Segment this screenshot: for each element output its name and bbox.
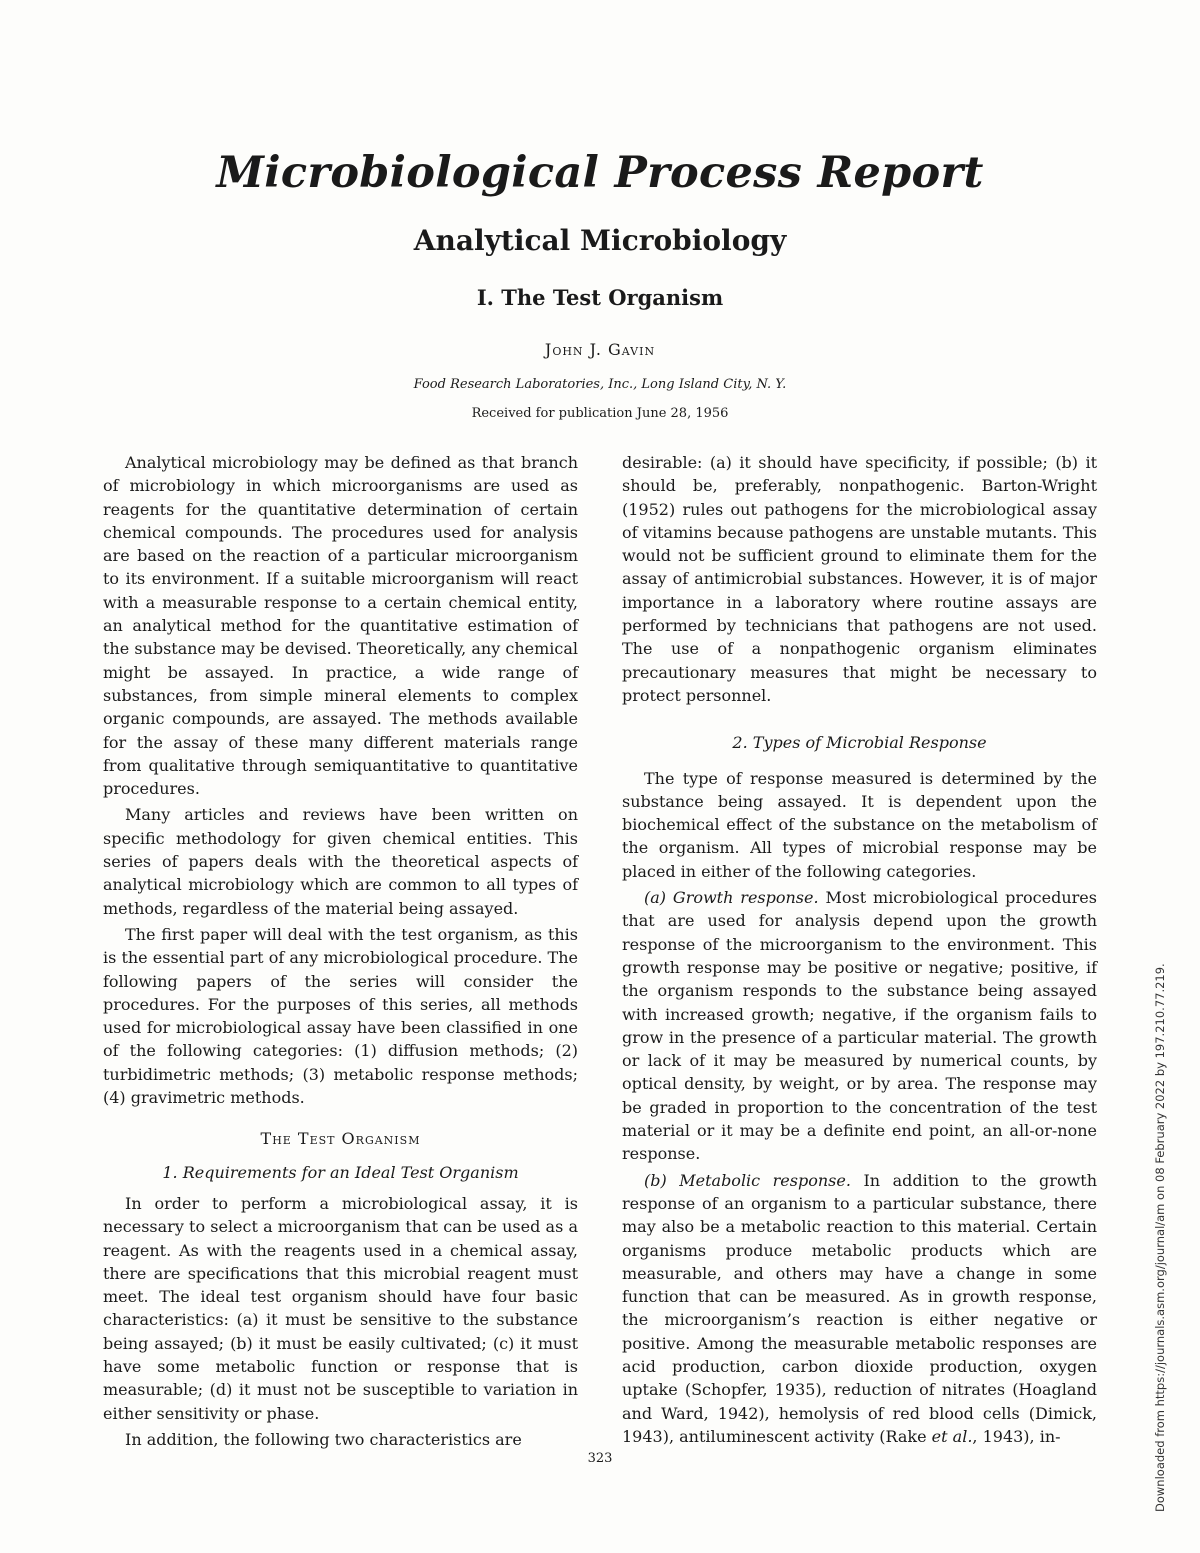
left-column — [103, 451, 578, 1451]
journal-title: Microbiological Process Report — [216, 148, 984, 198]
article-title: I. The Test Organism — [476, 285, 724, 310]
requirements-paragraph: In order to perform a microbiological assay, it is necessary to select a microorganism that can be used as a reagent. As with the reagents used in a chemical assay, there are specifications that this microbial reagent must meet. The ideal test organism should have four basic characteristics: (a) it must be sensitive to the substance being assayed; (b) it must be easily cultivated; (c) it must have some metabolic function or response that is measurable; (d) it must not be susceptible to variation in either sensitivity or phase. — [103, 1193, 578, 1423]
subsection-heading-1: 1. Requirements for an Ideal Test Organism — [162, 1162, 519, 1182]
metabolic-response-text-2: , 1943), in- — [972, 1426, 1061, 1446]
metabolic-response-paragraph — [622, 1169, 1097, 1449]
right-column — [622, 451, 1097, 1448]
response-intro-paragraph: The type of response measured is determined by the substance being assayed. It is dependent upon the biochemical effect of the substance on the metabolism of the organism. All types of microbial response may be placed in either of the following categories. — [622, 768, 1097, 881]
metabolic-response-text-1: In addition to the growth response of an organism to a particular substance, there may also be a metabolic reaction to this material. Certain organisms produce metabolic products which are measurable, and others may have a change in some function that can be measured. As in growth response, the microorganism’s reaction is either negative or positive. Among the measurable metabolic responses are acid production, carbon dioxide production, oxygen uptake (Schopfer, 1935), reduction of nitrates (Hoagland and Ward, 1942), hemolysis of red blood cells (Dimick, 1943), antiluminescent activity (Rake — [622, 1170, 1098, 1446]
addition-paragraph: In addition, the following two characteristics are — [125, 1429, 522, 1449]
metabolic-response-italic: et al. — [931, 1426, 973, 1446]
growth-response-paragraph — [622, 886, 1097, 1166]
intro-paragraph-1: Analytical microbiology may be defined as that branch of microbiology in which microorganisms are used as reagents for the quantitative determination of certain chemical compounds. The procedures used for analysis are based on the reaction of a particular microorganism to its environment. If a suitable microorganism will react with a measurable response to a certain chemical entity, an analytical method for the quantitative estimation of the substance may be devised. Theoretically, any chemical might be assayed. In practice, a wide range of substances, from simple mineral elements to complex organic compounds, are assayed. The methods available for the assay of these many different materials range from qualitative through semiquantitative to quantitative procedures. — [103, 453, 578, 799]
received-date: Received for publication June 28, 1956 — [471, 406, 729, 421]
growth-response-text: Most microbiological procedures that are used for analysis depend upon the growth response of the microorganism to the environment. This growth response may be positive or negative; positive, if the organism responds to the substance being assayed with increased growth; negative, if the organism fails to grow in the presence of a particular material. The growth or lack of it may be measured by numerical counts, by optical density, by weight, or by area. The response may be graded in proportion to the concentration of the test material or it may be a definite end point, an all-or-none response. — [622, 888, 1097, 1164]
subsection-heading-2: 2. Types of Microbial Response — [732, 733, 987, 753]
page-number: 323 — [587, 1451, 613, 1466]
author-affiliation: Food Research Laboratories, Inc., Long Island City, N. Y. — [413, 377, 787, 392]
series-title: Analytical Microbiology — [413, 224, 787, 257]
continuation-paragraph: desirable: (a) it should have specificity, if possible; (b) it should be, preferably, nonpathogenic. Barton-Wright (1952) rules out pathogens for the microbiological assay of vitamins because pathogens are unstable mutants. This would not be sufficient ground to eliminate them for the assay of antimicrobial substances. However, it is of major importance in a laboratory where routine assays are performed by technicians that pathogens are not used. The use of a nonpathogenic organism eliminates precautionary measures that might be necessary to protect personnel. — [622, 453, 1097, 705]
metabolic-response-label: (b) Metabolic response. — [644, 1170, 851, 1190]
author-name: John J. Gavin — [544, 340, 656, 359]
section-heading: The Test Organism — [260, 1129, 421, 1149]
download-watermark: Downloaded from https://journals.asm.org/journal/am on 08 February 2022 by 197.210.77.219. — [1153, 963, 1167, 1512]
growth-response-label: (a) Growth response. — [644, 888, 819, 908]
intro-paragraph-2: Many articles and reviews have been written on specific methodology for given chemical entities. This series of papers deals with the theoretical aspects of analytical microbiology which are common to all types of methods, regardless of the material being assayed. — [103, 805, 578, 918]
intro-paragraph-3: The first paper will deal with the test organism, as this is the essential part of any microbiological procedure. The following papers of the series will consider the procedures. For the purposes of this series, all methods used for microbiological assay have been classified in one of the following categories: (1) diffusion methods; (2) turbidimetric methods; (3) metabolic response methods; (4) gravimetric methods. — [103, 924, 578, 1108]
